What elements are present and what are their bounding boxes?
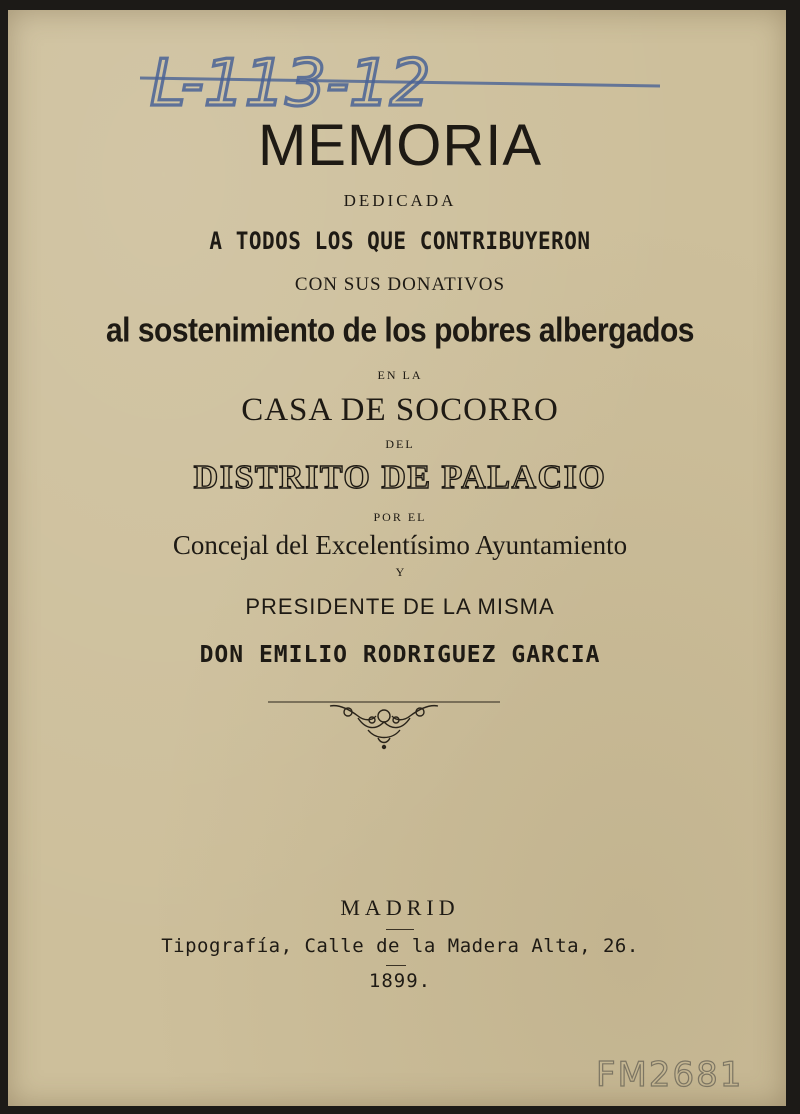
author-name: DON EMILIO RODRIGUEZ GARCIA [199, 642, 601, 668]
line-presidente: PRESIDENTE DE LA MISMA [245, 594, 555, 619]
imprint-printer: Tipografía, Calle de la Madera Alta, 26. [161, 935, 639, 957]
shelfmark-text: L-113-12 [150, 47, 431, 121]
heading-distrito-de-palacio: DISTRITO DE PALACIO [193, 459, 607, 496]
subtitle-dedicada: DEDICADA [343, 191, 457, 210]
line-sostenimiento: al sostenimiento de los pobres albergados [106, 311, 694, 350]
small-en-la: EN LA [377, 368, 423, 382]
imprint-year: 1899. [368, 970, 432, 992]
pencil-inventory-note [590, 1048, 750, 1098]
line-todos-contribuyeron: A TODOS LOS QUE CONTRIBUYERON [209, 227, 591, 255]
title-memoria: MEMORIA [257, 113, 543, 178]
heading-casa-de-socorro: CASA DE SOCORRO [241, 392, 559, 428]
small-del: DEL [385, 437, 415, 451]
small-y: Y [395, 565, 405, 579]
line-concejal: Concejal del Excelentísimo Ayuntamiento [172, 530, 628, 560]
divider-dash [386, 929, 414, 930]
decorative-ornament [268, 696, 500, 756]
small-por-el: POR EL [373, 510, 427, 524]
pencil-note-text: FM2681 [596, 1055, 744, 1095]
imprint-city: MADRID [340, 895, 460, 920]
line-con-donativos: CON SUS DONATIVOS [294, 274, 506, 295]
divider-dash [386, 965, 406, 966]
